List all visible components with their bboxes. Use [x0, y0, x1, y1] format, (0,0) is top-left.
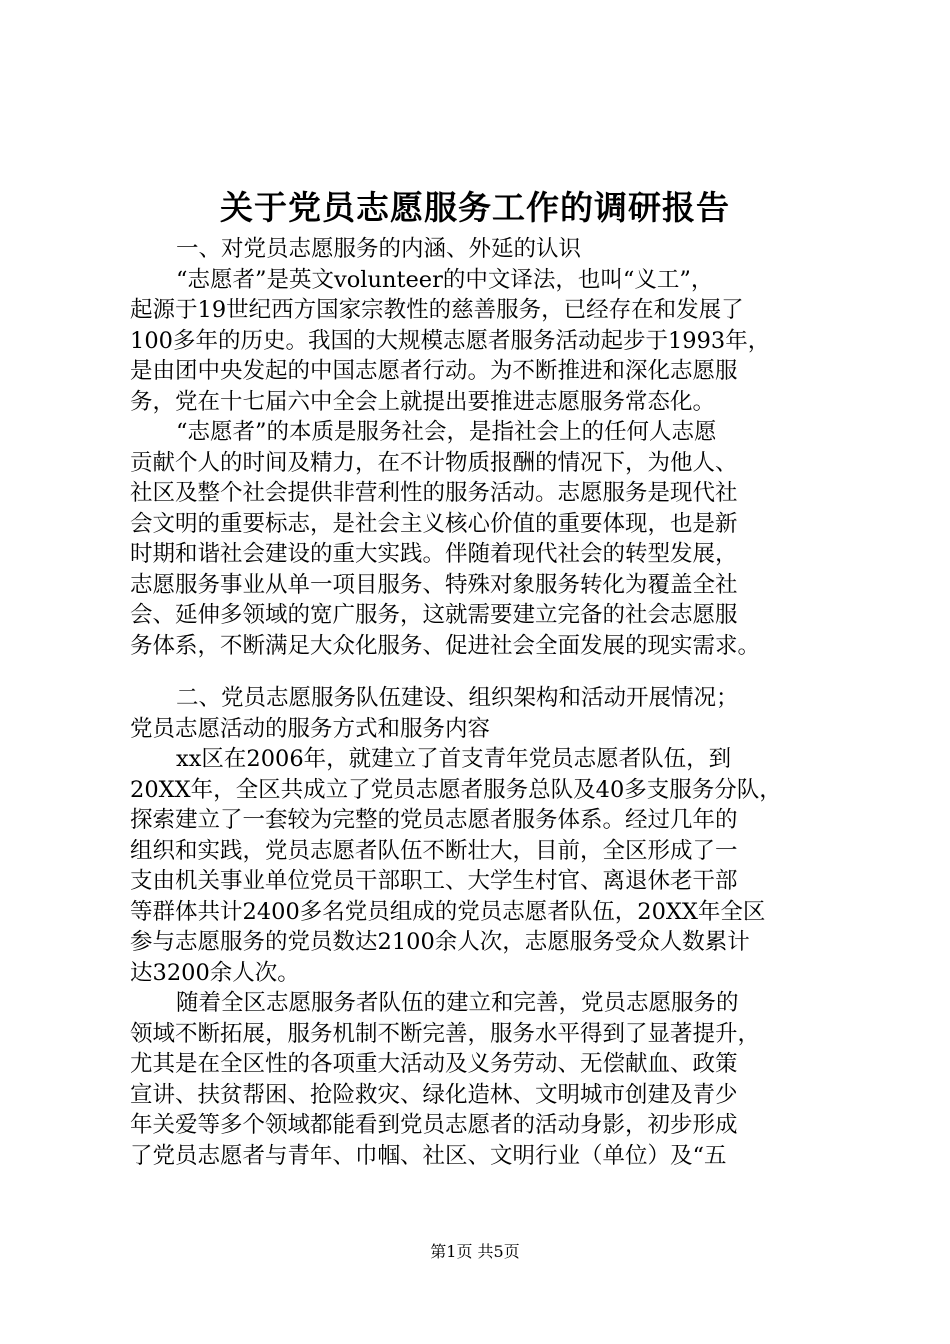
paragraph-line: 社区及整个社会提供非营利性的服务活动。志愿服务是现代社: [130, 480, 738, 506]
paragraph-line: 起源于19世纪西方国家宗教性的慈善服务，已经存在和发展了: [130, 297, 744, 323]
paragraph-line: 是由团中央发起的中国志愿者行动。为不断推进和深化志愿服: [130, 358, 738, 384]
paragraph-line: 尤其是在全区性的各项重大活动及义务劳动、无偿献血、政策: [130, 1051, 738, 1077]
paragraph-line: 贡献个人的时间及精力，在不计物质报酬的情况下，为他人、: [130, 449, 738, 476]
paragraph-line: 会文明的重要标志，是社会主义核心价值的重要体现，也是新: [130, 510, 738, 537]
paragraph-line: “志愿者”的本质是服务社会，是指社会上的任何人志愿: [176, 419, 717, 445]
paragraph-line: xx区在2006年，就建立了首支青年党员志愿者队伍，到: [176, 746, 732, 772]
paragraph-line: “志愿者”是英文volunteer的中文译法，也叫“义工”，: [176, 266, 714, 293]
paragraph-line: 时期和谐社会建设的重大实践。伴随着现代社会的转型发展，: [130, 541, 738, 567]
paragraph-line: 年关爱等多个领域都能看到党员志愿者的活动身影，初步形成: [130, 1112, 738, 1138]
paragraph-line: 100多年的历史。我国的大规模志愿者服务活动起步于1993年，: [130, 327, 771, 354]
paragraph-line: 了党员志愿者与青年、巾帼、社区、文明行业（单位）及“五: [130, 1142, 727, 1169]
paragraph-line: 会、延伸多领域的宽广服务，这就需要建立完备的社会志愿服: [130, 602, 738, 628]
paragraph-line: 领域不断拓展，服务机制不断完善，服务水平得到了显著提升，: [130, 1020, 761, 1047]
paragraph-line: 支由机关事业单位党员干部职工、大学生村官、离退休老干部: [130, 868, 738, 894]
document-body: [130, 234, 850, 1171]
paragraph-line: 20XX年，全区共成立了党员志愿者服务总队及40多支服务分队，: [130, 776, 782, 803]
section-heading-2-continued: 党员志愿活动的服务方式和服务内容: [130, 715, 491, 742]
paragraph-line: 参与志愿服务的党员数达2100余人次，志愿服务受众人数累计: [130, 929, 750, 955]
page-number-footer: 第1页 共5页: [430, 1242, 520, 1261]
paragraph-line: 随着全区志愿服务者队伍的建立和完善，党员志愿服务的: [176, 990, 739, 1016]
paragraph-line: 务体系，不断满足大众化服务、促进社会全面发展的现实需求。: [130, 632, 761, 659]
paragraph-line: 志愿服务事业从单一项目服务、特殊对象服务转化为覆盖全社: [130, 571, 738, 598]
paragraph-line: 组织和实践，党员志愿者队伍不断壮大，目前，全区形成了一: [130, 837, 738, 864]
document-title: 关于党员志愿服务工作的调研报告: [220, 188, 730, 227]
paragraph-line: 探索建立了一套较为完整的党员志愿者服务体系。经过几年的: [130, 807, 738, 833]
paragraph-line: 等群体共计2400多名党员组成的党员志愿者队伍，20XX年全区: [130, 898, 766, 925]
section-heading-2: 二、党员志愿服务队伍建设、组织架构和活动开展情况；: [176, 685, 739, 711]
section-heading-1: 一、对党员志愿服务的内涵、外延的认识: [176, 236, 582, 262]
paragraph-line: 达3200余人次。: [130, 959, 300, 986]
paragraph-line: 务，党在十七届六中全会上就提出要推进志愿服务常态化。: [130, 388, 716, 415]
paragraph-spacer: [130, 661, 850, 683]
paragraph-line: 宣讲、扶贫帮困、抢险救灾、绿化造林、文明城市创建及青少: [130, 1081, 738, 1108]
